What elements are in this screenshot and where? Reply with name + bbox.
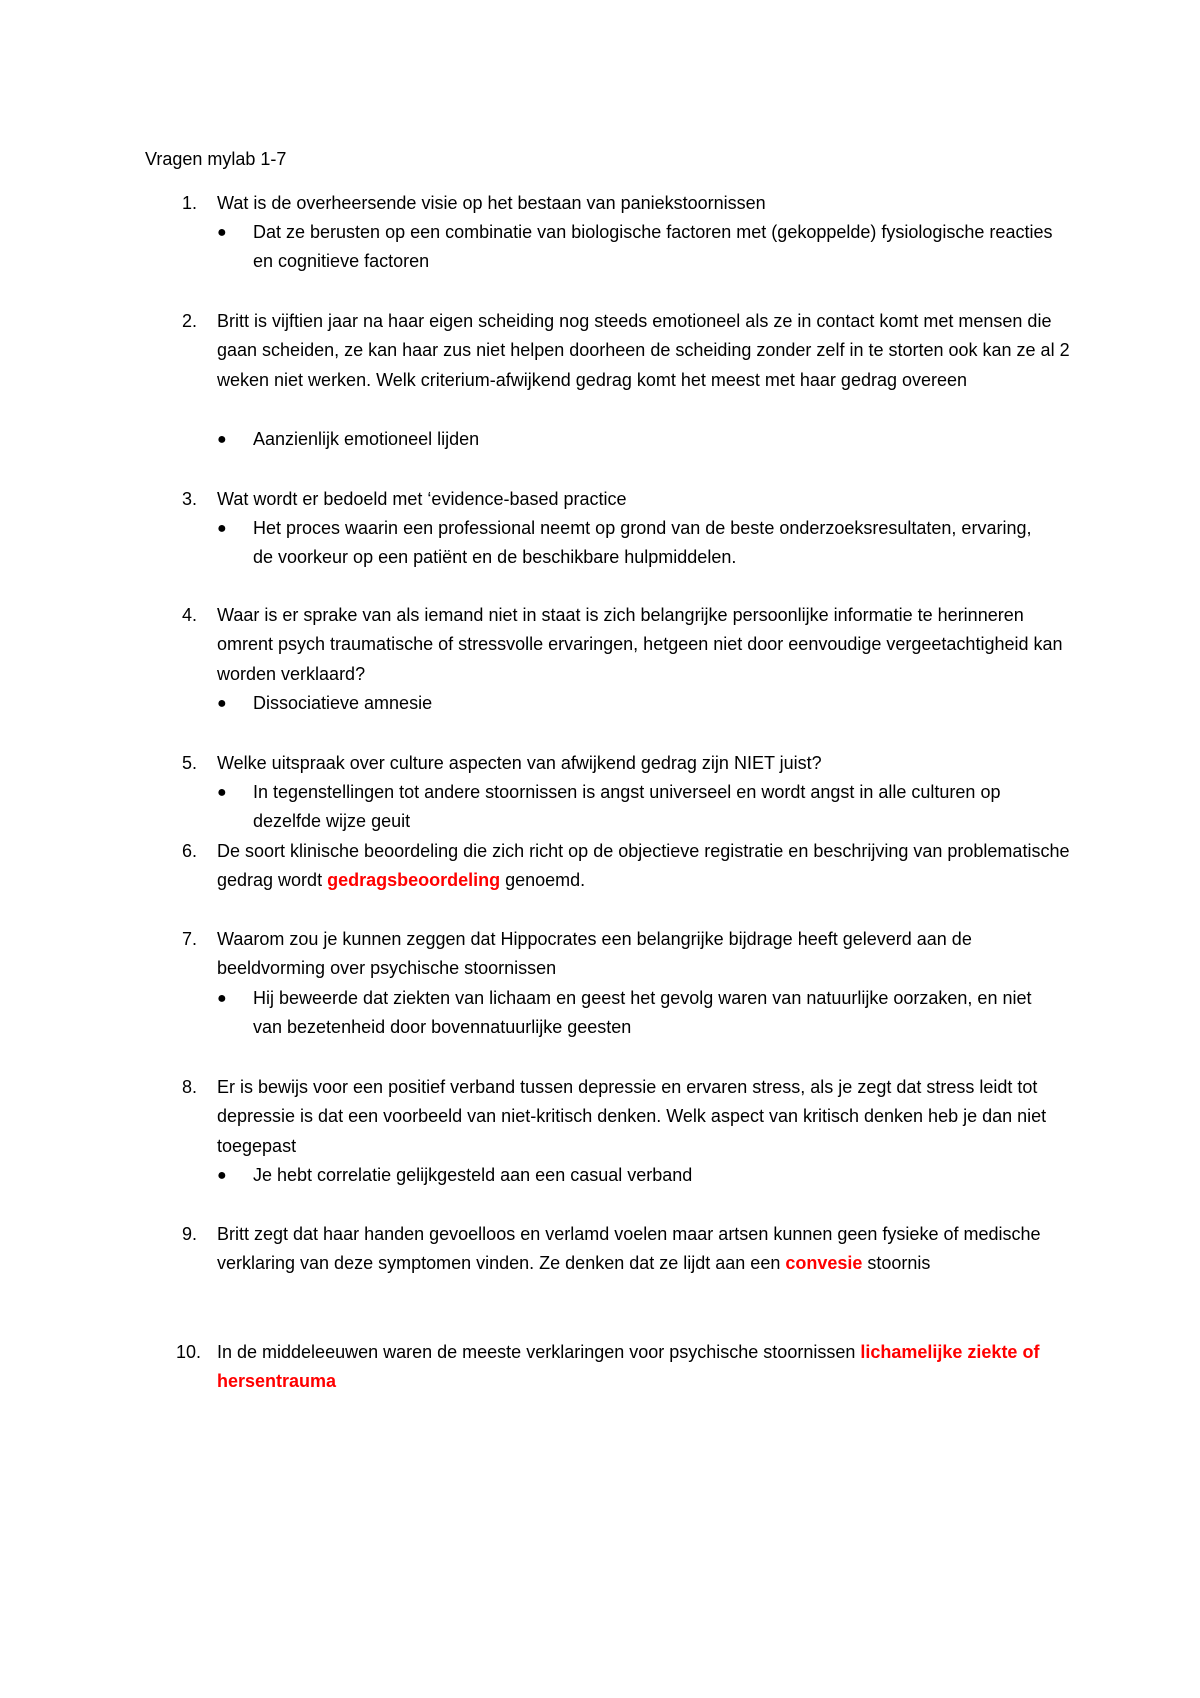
- question-text: Waar is er sprake van als iemand niet in staat is zich belangrijke persoonlijke informatie te herinneren omrent psych traumatische of stressvolle ervaringen, hetgeen niet door eenvoudige vergeetachtigheid kan worden verklaard?: [217, 605, 1063, 684]
- answer-text: Aanzienlijk emotioneel lijden: [253, 429, 480, 449]
- question-number: 10.: [176, 1342, 202, 1362]
- question-text: Waarom zou je kunnen zeggen dat Hippocrates een belangrijke bijdrage heeft geleverd aan de beeldvorming over psychische stoornissen: [217, 929, 972, 979]
- bullet-dot-icon: ●: [217, 520, 227, 537]
- question-number: 5.: [182, 753, 198, 773]
- question-text-part: genoemd.: [500, 870, 586, 891]
- answer-text: Het proces waarin een professional neemt op grond van de beste onderzoeksresultaten, ervaring, de voorkeur op een patiënt en de beschikbare hulpmiddelen.: [253, 518, 1032, 568]
- question-text: [217, 837, 1072, 896]
- bullet-dot-icon: ●: [217, 1167, 227, 1184]
- question-text: Wat is de overheersende visie op het bestaan van paniekstoornissen: [217, 193, 766, 213]
- highlighted-answer: convesie: [785, 1253, 863, 1274]
- answer-text: Je hebt correlatie gelijkgesteld aan een casual verband: [253, 1165, 693, 1185]
- question-number: 1.: [182, 193, 198, 213]
- question-number: 2.: [182, 311, 198, 331]
- question-text: Britt is vijftien jaar na haar eigen scheiding nog steeds emotioneel als ze in contact komt met mensen die gaan scheiden, ze kan haar zus niet helpen doorheen de scheiding zonder zelf in te storten ook kan ze al 2 weken niet werken. Welk criterium-afwijkend gedrag komt het meest met haar gedrag overeen: [217, 311, 1070, 390]
- bullet-dot-icon: ●: [217, 695, 227, 712]
- question-text: Wat wordt er bedoeld met ‘evidence-based practice: [217, 489, 627, 509]
- question-text-part: stoornis: [862, 1253, 931, 1274]
- highlighted-answer: lichamelijke ziekte of hersentrauma: [217, 1342, 1040, 1392]
- answer-text: Dissociatieve amnesie: [253, 693, 433, 713]
- answer-text: In tegenstellingen tot andere stoornissen is angst universeel en wordt angst in alle culturen op dezelfde wijze geuit: [253, 782, 1001, 832]
- answer-text: Hij beweerde dat ziekten van lichaam en geest het gevolg waren van natuurlijke oorzaken, en niet van bezetenheid door bovennatuurlijke geesten: [253, 988, 1032, 1038]
- question-number: 9.: [182, 1224, 198, 1244]
- question-number: 4.: [182, 605, 198, 625]
- bullet-dot-icon: ●: [217, 990, 227, 1007]
- question-text-part: In de middeleeuwen waren de meeste verklaringen voor psychische stoornissen: [217, 1342, 861, 1362]
- document-title: Vragen mylab 1-7: [145, 149, 287, 169]
- question-number: 7.: [182, 929, 198, 949]
- answer-text: Dat ze berusten op een combinatie van biologische factoren met (gekoppelde) fysiologische reacties en cognitieve factoren: [253, 222, 1053, 272]
- question-text: Welke uitspraak over culture aspecten van afwijkend gedrag zijn NIET juist?: [217, 753, 822, 773]
- highlighted-answer: gedragsbeoordeling: [327, 870, 501, 891]
- bullet-dot-icon: ●: [217, 224, 227, 241]
- question-number: 6.: [182, 841, 198, 861]
- question-number: 3.: [182, 489, 198, 509]
- question-number: 8.: [182, 1077, 198, 1097]
- bullet-dot-icon: ●: [217, 431, 227, 448]
- question-text-part: De soort klinische beoordeling die zich richt op de objectieve registratie en beschrijving van problematische gedrag wordt: [217, 841, 1070, 891]
- question-text: [217, 1338, 1072, 1397]
- question-text: Er is bewijs voor een positief verband tussen depressie en ervaren stress, als je zegt dat stress leidt tot depressie is dat een voorbeeld van niet-kritisch denken. Welk aspect van kritisch denken heb je dan niet toegepast: [217, 1077, 1047, 1156]
- question-text-part: Britt zegt dat haar handen gevoelloos en verlamd voelen maar artsen kunnen geen fysieke of medische verklaring van deze symptomen vinden. Ze denken dat ze lijdt aan een: [217, 1224, 1041, 1274]
- question-text: [217, 1220, 1072, 1279]
- bullet-dot-icon: ●: [217, 784, 227, 801]
